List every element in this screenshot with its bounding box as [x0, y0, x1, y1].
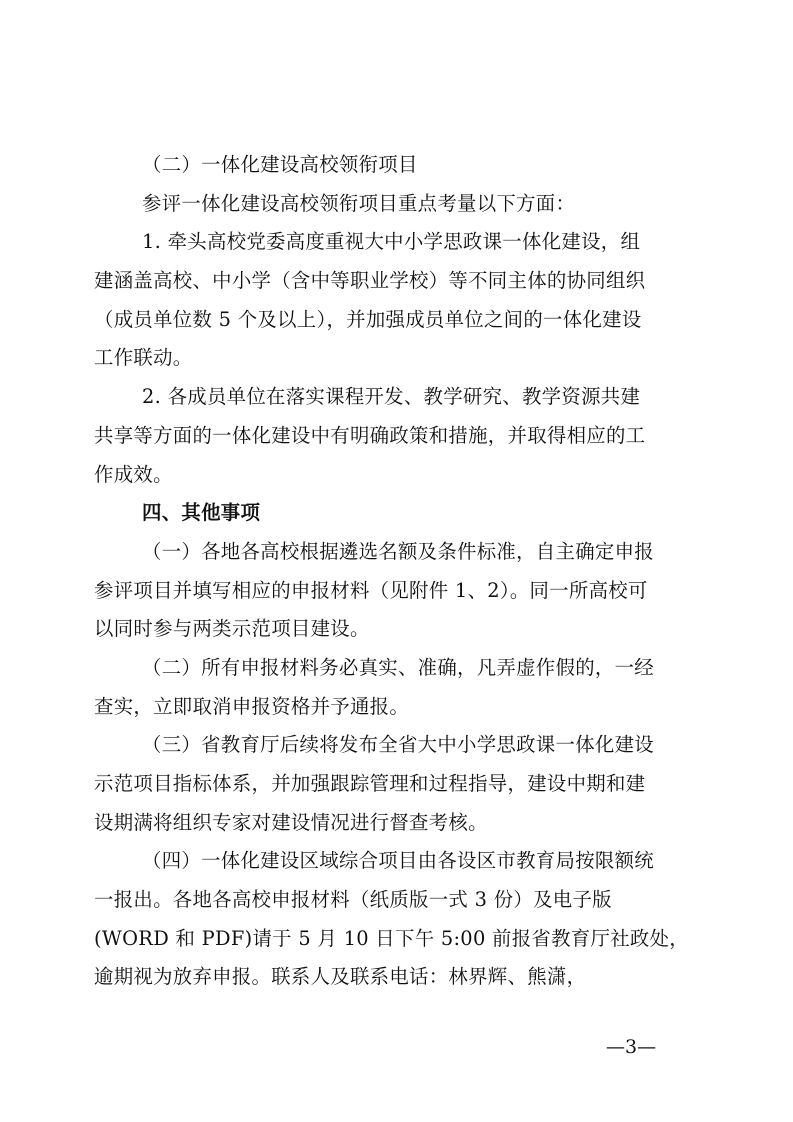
- paragraph-line: 设期满将组织专家对建设情况进行督查考核。: [94, 810, 488, 834]
- paragraph-line: （三）省教育厅后续将发布全省大中小学思政课一体化建设: [142, 733, 654, 757]
- paragraph-line: （二）所有申报材料务必真实、准确，凡弄虚作假的，一经: [142, 655, 654, 679]
- paragraph-line: 参评一体化建设高校领衔项目重点考量以下方面：: [142, 191, 576, 215]
- paragraph-line: 一报出。各地各高校申报材料（纸质版一式 3 份）及电子版: [94, 888, 612, 912]
- paragraph-line: （一）各地各高校根据遴选名额及条件标准，自主确定申报: [142, 539, 654, 563]
- paragraph-line: 工作联动。: [94, 346, 193, 370]
- paragraph-line: 建涵盖高校、中小学（含中等职业学校）等不同主体的协同组织: [94, 269, 646, 293]
- document-body: [94, 146, 689, 997]
- page-number: —3—: [606, 1036, 657, 1058]
- paragraph-line: 作成效。: [94, 462, 173, 486]
- section-heading: 四、其他事项: [142, 501, 261, 525]
- paragraph-line: (WORD 和 PDF)请于 5 月 10 日下午 5:00 前报省教育厅社政处，: [94, 926, 689, 950]
- paragraph-line: 1. 牵头高校党委高度重视大中小学思政课一体化建设，组: [142, 230, 641, 254]
- paragraph-line: 以同时参与两类示范项目建设。: [94, 617, 370, 641]
- paragraph-line: 参评项目并填写相应的申报材料（见附件 1、2）。同一所高校可: [94, 578, 648, 602]
- paragraph-line: （成员单位数 5 个及以上），并加强成员单位之间的一体化建设: [94, 307, 642, 331]
- paragraph-line: 共享等方面的一体化建设中有明确政策和措施，并取得相应的工: [94, 423, 646, 447]
- paragraph-line: 示范项目指标体系，并加强跟踪管理和过程指导，建设中期和建: [94, 772, 646, 795]
- paragraph-line: 逾期视为放弃申报。联系人及联系电话：林界辉、熊潇，: [94, 965, 587, 989]
- paragraph-line: 查实，立即取消申报资格并予通报。: [94, 694, 410, 718]
- subsection-heading: （二）一体化建设高校领衔项目: [142, 153, 418, 176]
- paragraph-line: （四）一体化建设区域综合项目由各设区市教育局按限额统: [142, 849, 654, 873]
- paragraph-line: 2. 各成员单位在落实课程开发、教学研究、教学资源共建: [142, 385, 641, 409]
